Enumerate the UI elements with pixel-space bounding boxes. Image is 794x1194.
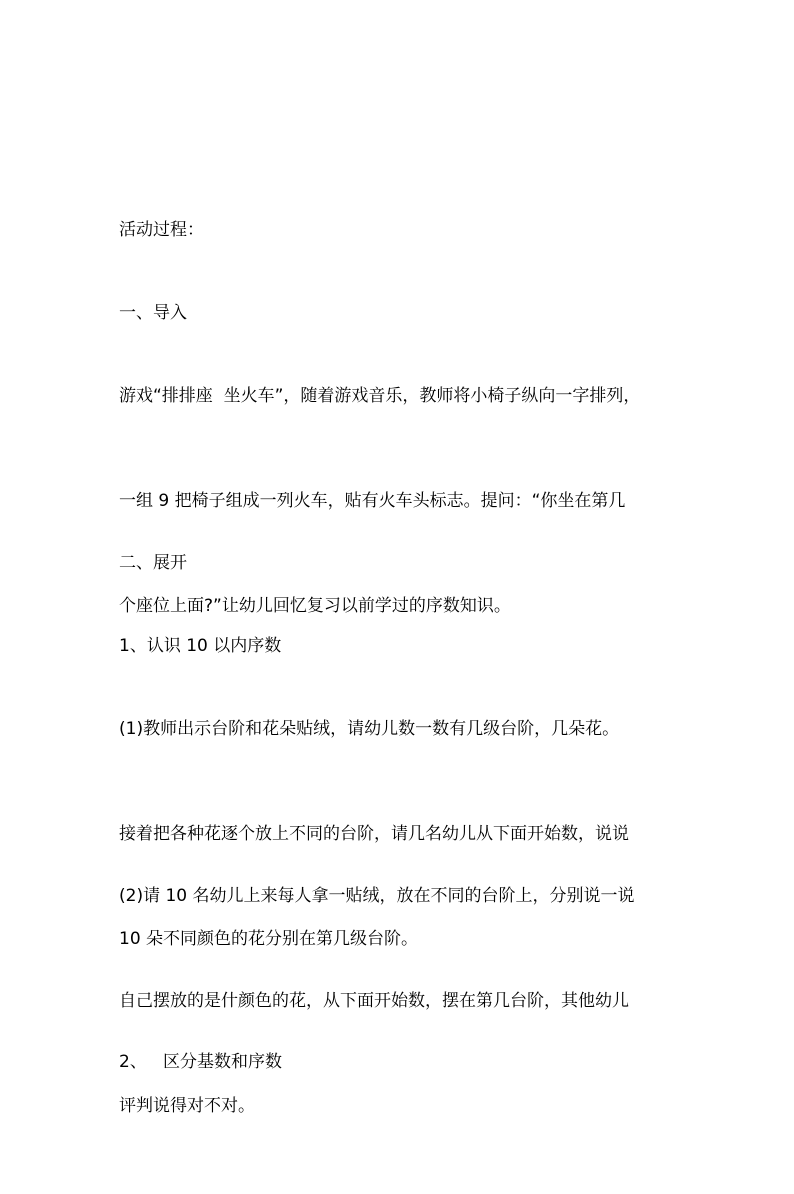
text-line: 一组 9 把椅子组成一列火车，贴有火车头标志。提问：“你坐在第几 xyxy=(119,491,626,511)
text-line: 2、 区分基数和序数 xyxy=(119,1052,283,1072)
text-line: 活动过程： xyxy=(119,220,204,240)
text-line: 游戏“排排座 坐火车”，随着游戏音乐，教师将小椅子纵向一字排列， xyxy=(119,386,641,406)
text-line: 一、导入 xyxy=(119,303,187,323)
text-line: 个座位上面?”让幼儿回忆复习以前学过的序数知识。 xyxy=(119,596,511,616)
subsection-2-heading xyxy=(119,975,679,1150)
text-line: 10 朵不同颜色的花分别在第几级台阶。 xyxy=(119,929,419,949)
text-line: (1)教师出示台阶和花朵贴绒，请幼儿数一数有几级台阶，几朵花。 xyxy=(119,719,620,739)
text-line: 1、认识 10 以内序数 xyxy=(119,636,282,656)
text-line: 评判说得对不对。 xyxy=(119,1096,255,1116)
text-line: 自己摆放的是什颜色的花，从下面开始数，摆在第几台阶，其他幼儿 xyxy=(119,991,629,1011)
text-line: 二、展开 xyxy=(119,553,187,573)
text-line: (2)请 10 名幼儿上来每人拿一贴绒，放在不同的台阶上，分别说一说 xyxy=(119,886,635,906)
text-line: 接着把各种花逐个放上不同的台阶，请几名幼儿从下面开始数，说说 xyxy=(119,824,629,844)
